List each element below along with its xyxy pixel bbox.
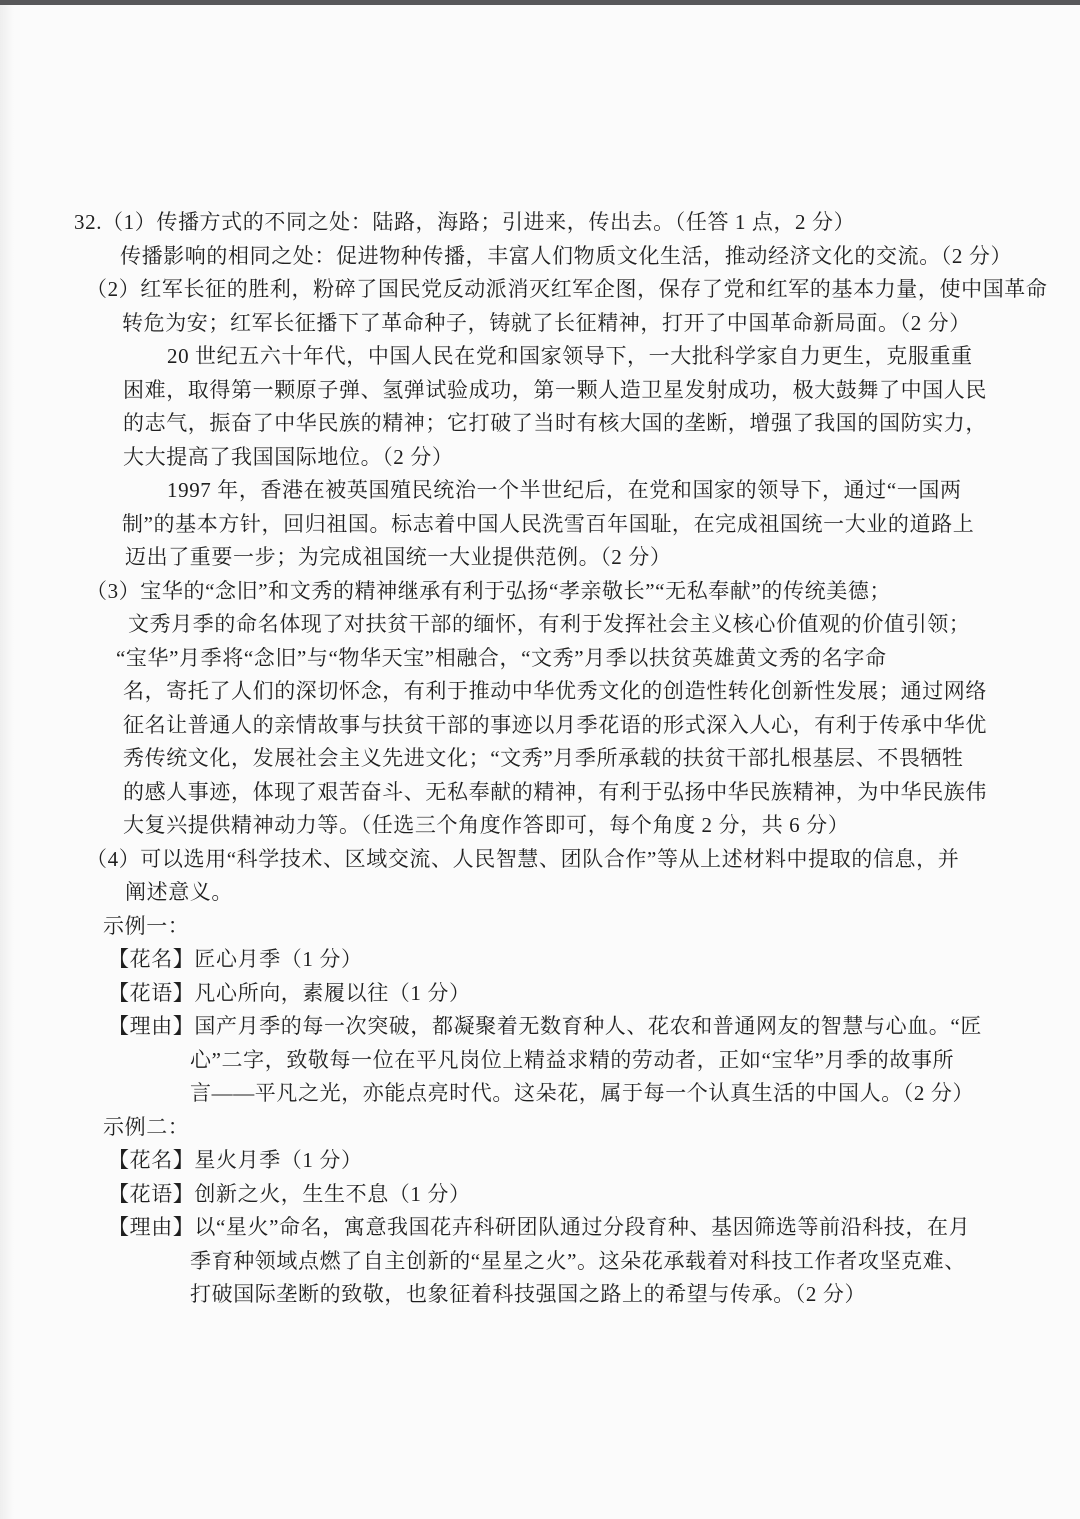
answer-line: 秀传统文化，发展社会主义先进文化；“文秀”月季所承载的扶贫干部扎根基层、不畏牺牲	[123, 746, 964, 770]
example-2-heading: 示例二：	[103, 1114, 190, 1139]
answer-line: 困难，取得第一颗原子弹、氢弹试验成功，第一颗人造卫星发射成功，极大鼓舞了中国人民	[123, 377, 987, 402]
example-1-flower-name: 【花名】匠心月季（1 分）	[108, 947, 363, 971]
answer-line: 的感人事迹，体现了艰苦奋斗、无私奉献的精神，有利于弘扬中华民族精神，为中华民族伟	[123, 779, 987, 804]
answer-line: 转危为安；红军长征播下了革命种子，铸就了长征精神，打开了中国革命新局面。（2 分）	[122, 310, 971, 335]
answer-line: 大复兴提供精神动力等。（任选三个角度作答即可，每个角度 2 分，共 6 分）	[123, 813, 850, 837]
answer-line: 传播影响的相同之处：促进物种传播，丰富人们物质文化生活，推动经济文化的交流。（2 分）	[120, 243, 1013, 268]
example-1-flower-motto: 【花语】凡心所向，素履以往（1 分）	[108, 980, 471, 1005]
answer-line: 名，寄托了人们的深切怀念，有利于推动中华优秀文化的创造性转化创新性发展；通过网络	[123, 679, 987, 703]
answer-line: 文秀月季的命名体现了对扶贫干部的缅怀，有利于发挥社会主义核心价值观的价值引领；	[128, 612, 971, 636]
example-1-reason: 【理由】国产月季的每一次突破，都凝聚着无数育种人、花农和普通网友的智慧与心血。“匠	[108, 1014, 982, 1038]
answer-line-paragraph: 1997 年，香港在被英国殖民统治一个半世纪后，在党和国家的领导下，通过“一国两	[167, 478, 962, 502]
example-2-flower-name: 【花名】星火月季（1 分）	[108, 1148, 363, 1172]
answer-line-q3: （3）宝华的“念旧”和文秀的精神继承有利于弘扬“孝亲敬长”“无私奉献”的传统美德；	[86, 578, 892, 603]
answer-line: 打破国际垄断的致敬，也象征着科技强国之路上的希望与传承。（2 分）	[190, 1282, 867, 1306]
answer-line: 阐述意义。	[125, 880, 233, 904]
answer-text-block	[0, 206, 1048, 1312]
answer-line: 大大提高了我国国际地位。（2 分）	[123, 444, 454, 469]
answer-line: 言——平凡之光，亦能点亮时代。这朵花，属于每一个认真生活的中国人。（2 分）	[190, 1081, 975, 1105]
answer-line: 的志气，振奋了中华民族的精神；它打破了当时有核大国的垄断，增强了我国的国防实力，	[123, 411, 987, 435]
answer-line-q4: （4）可以选用“科学技术、区域交流、人民智慧、团队合作”等从上述材料中提取的信息，并	[86, 846, 960, 871]
example-2-flower-motto: 【花语】创新之火，生生不息（1 分）	[108, 1181, 471, 1206]
answer-line: 心”二字，致敬每一位在平凡岗位上精益求精的劳动者，正如“宝华”月季的故事所	[190, 1047, 955, 1072]
answer-line-paragraph: 20 世纪五六十年代，中国人民在党和国家领导下，一大批科学家自力更生，克服重重	[167, 344, 973, 368]
example-1-heading: 示例一：	[103, 913, 190, 938]
answer-line: 季育种领域点燃了自主创新的“星星之火”。这朵花承载着对科技工作者攻坚克难、	[190, 1248, 966, 1273]
answer-line: “宝华”月季将“念旧”与“物华天宝”相融合，“文秀”月季以扶贫英雄黄文秀的名字命	[116, 645, 887, 670]
answer-line-q1: 32.（1）传播方式的不同之处：陆路，海路；引进来，传出去。（任答 1 点，2 分）	[74, 210, 856, 234]
answer-line: 制”的基本方针，回归祖国。标志着中国人民洗雪百年国耻，在完成祖国统一大业的道路上	[122, 511, 975, 536]
scan-top-edge	[0, 0, 1080, 5]
answer-line: 迈出了重要一步；为完成祖国统一大业提供范例。（2 分）	[125, 545, 672, 569]
answer-line-q2: （2）红军长征的胜利，粉碎了国民党反动派消灭红军企图，保存了党和红军的基本力量，使中国革命	[86, 277, 1048, 301]
answer-line: 征名让普通人的亲情故事与扶贫干部的事迹以月季花语的形式深入人心，有利于传承中华优	[123, 712, 987, 737]
example-2-reason: 【理由】以“星火”命名，寓意我国花卉科研团队通过分段育种、基因筛选等前沿科技，在月	[108, 1215, 971, 1239]
